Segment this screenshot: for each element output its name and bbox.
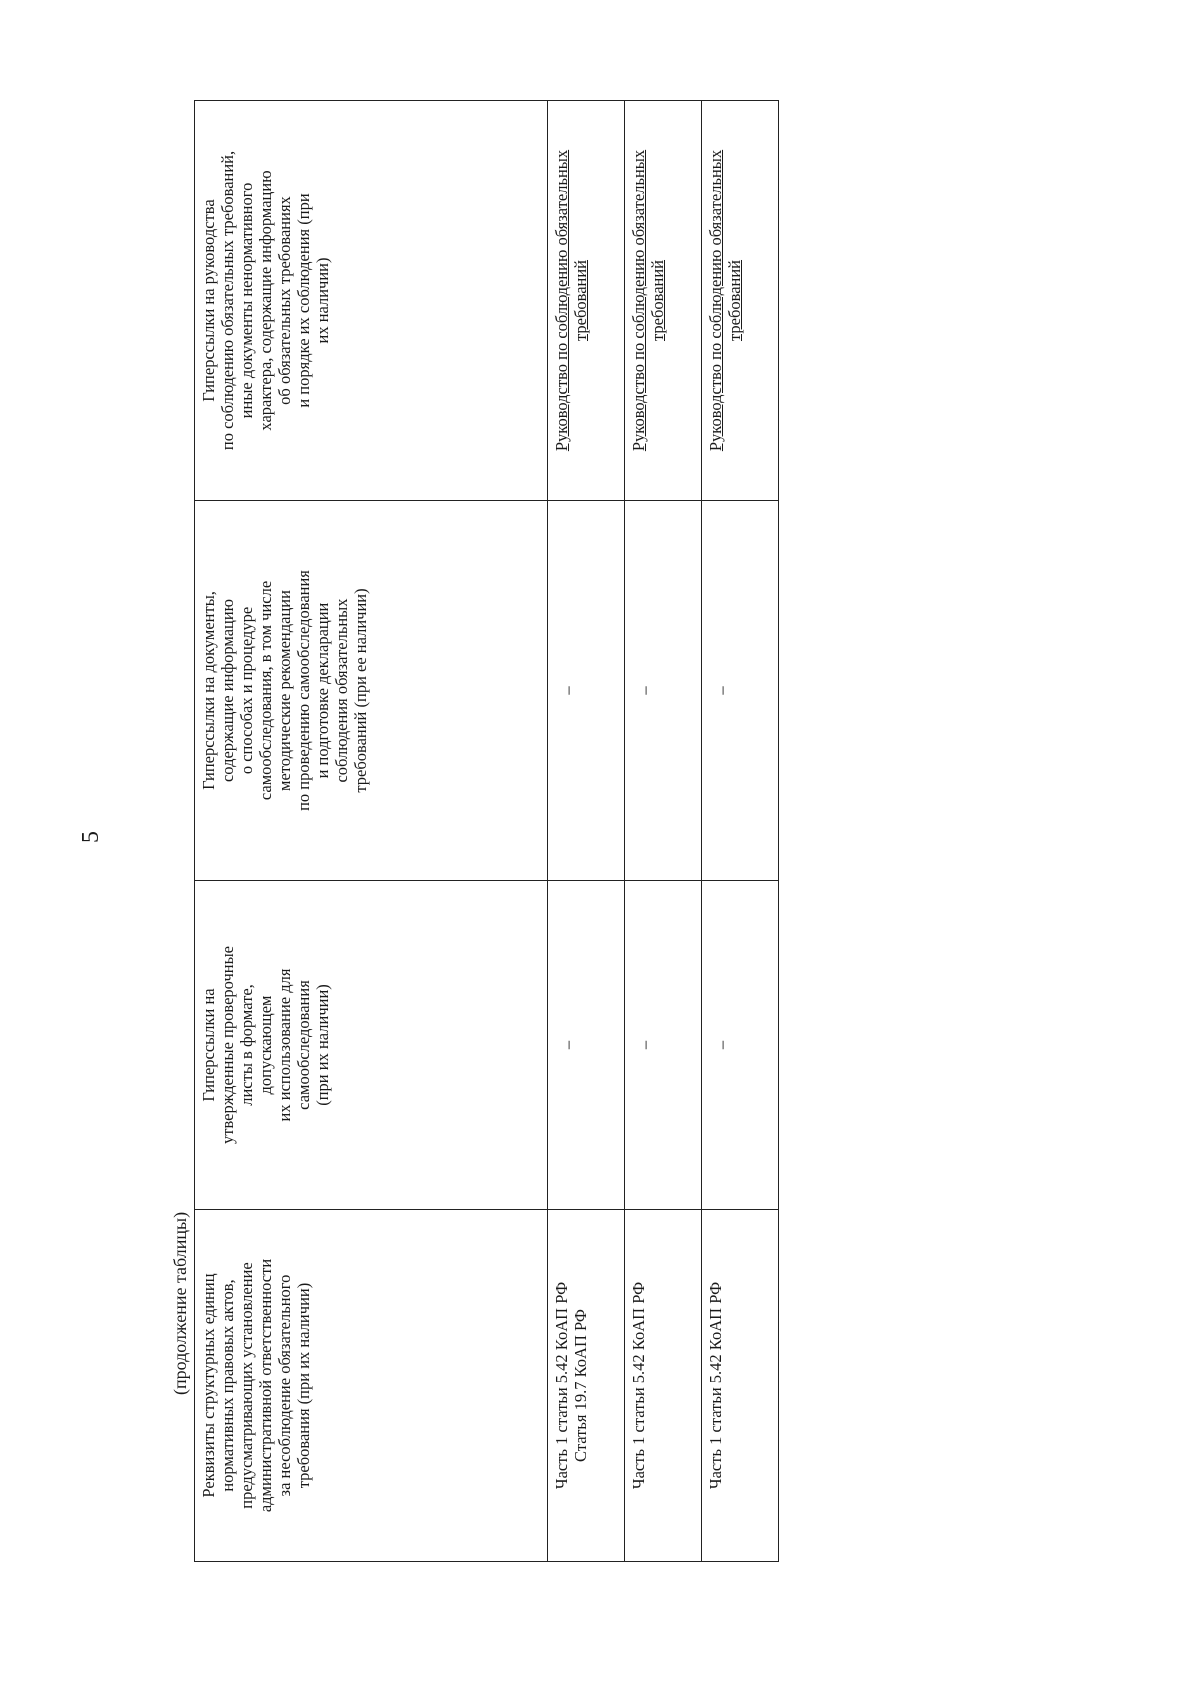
- self-examination-cell: [625, 501, 702, 881]
- header-line: требований (при ее наличии): [351, 588, 370, 793]
- self-examination-cell: [702, 501, 779, 881]
- cell-line: Часть 1 статьи 5.42 КоАП РФ: [706, 1281, 725, 1490]
- legal-acts-cell: [625, 1210, 702, 1562]
- header-line: их использование для: [275, 968, 294, 1122]
- empty-dash: –: [712, 686, 731, 695]
- header-line: о способах и процедуре: [237, 606, 256, 775]
- header-line: требования (при их наличии): [294, 1282, 313, 1489]
- self-examination-cell: [548, 501, 625, 881]
- header-line: содержащие информацию: [218, 599, 237, 783]
- header-line: Гиперссылки на руководства: [199, 199, 218, 402]
- cell-line: Часть 1 статьи 5.42 КоАП РФ: [629, 1281, 648, 1490]
- header-checklists: [195, 881, 548, 1210]
- guidance-link-cell: [548, 101, 625, 501]
- header-line: по соблюдению обязательных требований,: [218, 150, 237, 451]
- requirements-table-rotated: [194, 101, 744, 1562]
- continuation-label: (продолжение таблицы): [170, 1211, 190, 1395]
- header-self-examination-docs: [195, 501, 548, 881]
- guidance-link[interactable]: Руководство по соблюдению обязательных: [629, 149, 648, 452]
- table-row: [548, 101, 625, 1562]
- header-line: допускающем: [256, 995, 275, 1095]
- header-line: административной ответственности: [256, 1258, 275, 1513]
- header-line: самообследования: [294, 980, 313, 1110]
- requirements-table: [194, 100, 779, 1562]
- header-line: Гиперссылки на: [199, 988, 218, 1102]
- header-line: утвержденные проверочные: [218, 946, 237, 1144]
- guidance-link[interactable]: Руководство по соблюдению обязательных: [706, 149, 725, 452]
- guidance-link-cell: [702, 101, 779, 501]
- header-line: методические рекомендации: [275, 590, 294, 791]
- table-row: [625, 101, 702, 1562]
- header-line: по проведению самообследования: [294, 570, 313, 811]
- header-line: соблюдения обязательных: [332, 598, 351, 783]
- header-line: иные документы ненормативного: [237, 182, 256, 419]
- guidance-link[interactable]: Руководство по соблюдению обязательных: [552, 149, 571, 452]
- header-line: и подготовке декларации: [313, 602, 332, 779]
- checklists-cell: [625, 881, 702, 1210]
- table-row: [702, 101, 779, 1562]
- cell-line: Часть 1 статьи 5.42 КоАП РФ: [552, 1281, 571, 1490]
- cell-line: Статья 19.7 КоАП РФ: [571, 1309, 590, 1462]
- header-line: предусматривающих установление: [237, 1262, 256, 1509]
- header-line: об обязательных требованиях: [275, 196, 294, 405]
- empty-dash: –: [558, 1040, 577, 1050]
- empty-dash: –: [635, 686, 654, 695]
- empty-dash: –: [712, 1040, 731, 1050]
- empty-dash: –: [558, 686, 577, 695]
- guidance-link[interactable]: требований: [571, 259, 590, 342]
- guidance-link[interactable]: требований: [648, 259, 667, 342]
- header-line: Реквизиты структурных единиц: [199, 1273, 218, 1498]
- table-header-row: [195, 101, 548, 1562]
- legal-acts-cell: [548, 1210, 625, 1562]
- checklists-cell: [548, 881, 625, 1210]
- header-line: листы в формате,: [237, 984, 256, 1106]
- header-line: и порядке их соблюдения (при: [294, 193, 313, 408]
- header-line: за несоблюдение обязательного: [275, 1274, 294, 1497]
- header-legal-acts: [195, 1210, 548, 1562]
- guidance-link-cell: [625, 101, 702, 501]
- header-line: нормативных правовых актов,: [218, 1279, 237, 1492]
- header-line: самообследования, в том числе: [256, 580, 275, 801]
- checklists-cell: [702, 881, 779, 1210]
- header-line: (при их наличии): [313, 984, 332, 1106]
- legal-acts-cell: [702, 1210, 779, 1562]
- page-number: 5: [78, 831, 104, 843]
- guidance-link[interactable]: требований: [725, 259, 744, 342]
- requirements-table-area: [194, 101, 744, 1562]
- header-guidance-links: [195, 101, 548, 501]
- header-line: Гиперссылки на документы,: [199, 591, 218, 790]
- empty-dash: –: [635, 1040, 654, 1050]
- header-line: их наличии): [313, 257, 332, 344]
- header-line: характера, содержащие информацию: [256, 170, 275, 431]
